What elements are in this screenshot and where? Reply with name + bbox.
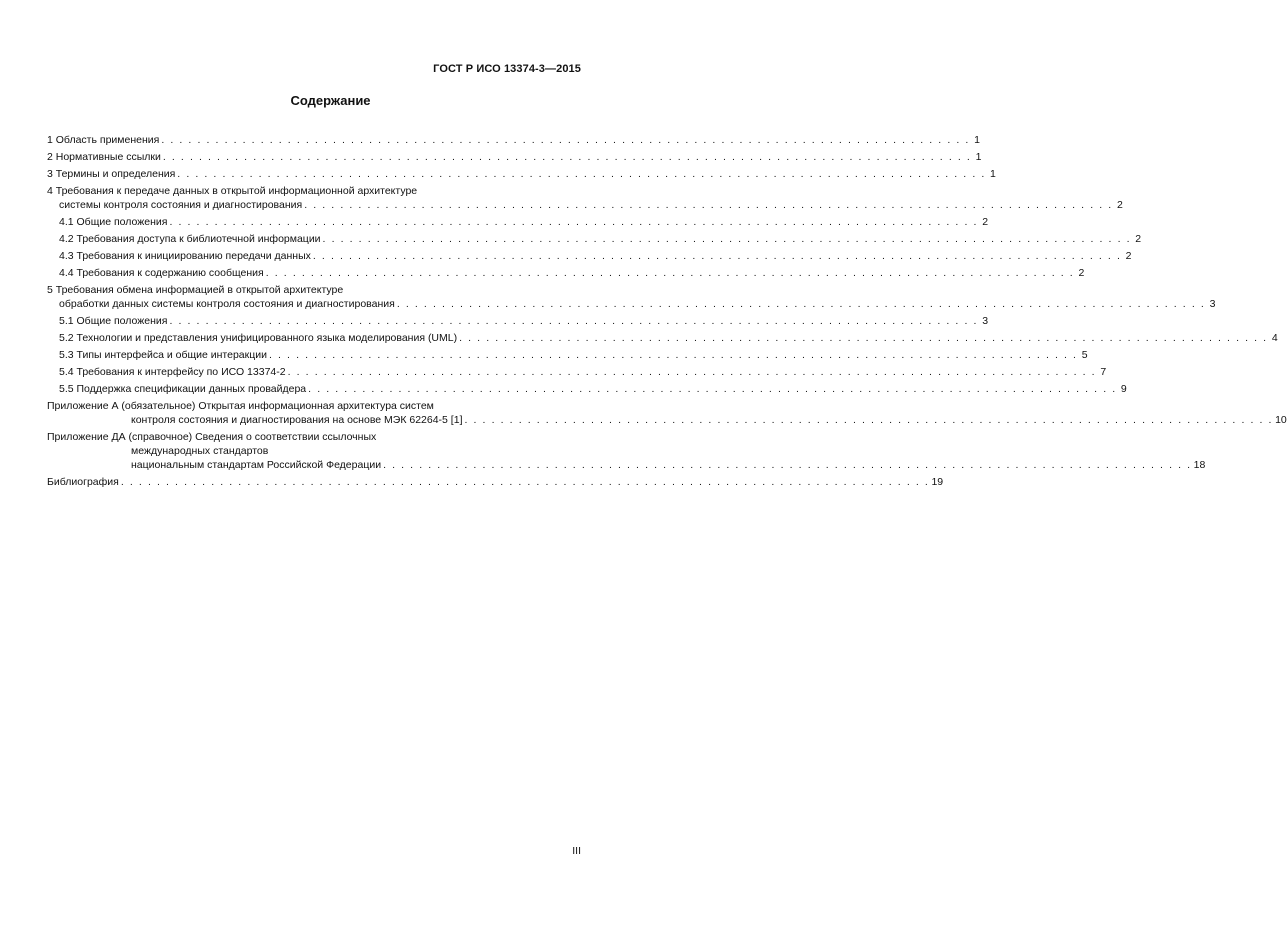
toc-entry[interactable]: [47, 331, 1278, 345]
toc-entry[interactable]: [47, 348, 1088, 362]
toc-entry-page: 2: [1078, 267, 1085, 279]
toc-entry-label: 5.2 Технологии и представления унифицированного языка моделирования (UML): [59, 332, 458, 344]
toc-leader-dots: . . . . . . . . . . . . . . . . . . . . . . . . . . . . . . . . . . . . . . . . . . . . . . . . . . . . . . . . . . . . . . . . . . . . . . . . . . . . . . . . . . . . . . . . . .: [322, 233, 1132, 245]
toc-entry-label: 5.3 Типы интерфейса и общие интеракции: [59, 349, 267, 361]
toc-entry[interactable]: [47, 184, 1123, 212]
toc-leader-dots: . . . . . . . . . . . . . . . . . . . . . . . . . . . . . . . . . . . . . . . . . . . . . . . . . . . . . . . . . . . . . . . . . . . . . . . . . . . . . . . . . . . . . . . . . .: [120, 476, 930, 488]
toc-entry-label: 1 Область применения: [47, 134, 160, 146]
toc-entry-label: 5.1 Общие положения: [59, 315, 168, 327]
toc-entry[interactable]: [47, 266, 1085, 280]
toc-entry-label: 4.4 Требования к содержанию сообщения: [59, 267, 264, 279]
toc-entry-page: 5: [1081, 349, 1088, 361]
toc-leader-dots: . . . . . . . . . . . . . . . . . . . . . . . . . . . . . . . . . . . . . . . . . . . . . . . . . . . . . . . . . . . . . . . . . . . . . . . . . . . . . . . . . . . . . . . . . .: [265, 267, 1075, 279]
header-document-code: ГОСТ Р ИСО 13374-3—2015: [433, 63, 581, 75]
toc-entry-page: 19: [931, 476, 944, 488]
toc-leader-dots: . . . . . . . . . . . . . . . . . . . . . . . . . . . . . . . . . . . . . . . . . . . . . . . . . . . . . . . . . . . . . . . . . . . . . . . . . . . . . . . . . . . . . . . . . .: [161, 134, 970, 146]
toc-entry-label: 4.1 Общие положения: [59, 216, 168, 228]
toc-entry-label: Библиография: [47, 476, 119, 488]
toc-entry-page: 4: [1271, 332, 1278, 344]
toc-entry-page: 10: [1275, 414, 1287, 426]
toc-entry-label: национальным стандартам Российской Федерации: [131, 459, 382, 471]
toc-entry[interactable]: [47, 215, 989, 229]
toc-entry-label: 2 Нормативные ссылки: [47, 151, 161, 163]
toc-entry[interactable]: [47, 475, 944, 489]
toc-entry-label-line: международных стандартов: [131, 445, 269, 457]
toc-entry-page: 2: [1135, 233, 1142, 245]
toc-entry-label-line: 5 Требования обмена информацией в открытой архитектуре: [47, 284, 344, 296]
toc-leader-dots: . . . . . . . . . . . . . . . . . . . . . . . . . . . . . . . . . . . . . . . . . . . . . . . . . . . . . . . . . . . . . . . . . . . . . . . . . . . . . . . . . . . . . . . . . .: [312, 250, 1122, 262]
toc-entry[interactable]: [47, 232, 1142, 246]
toc-entry-label: системы контроля состояния и диагностирования: [59, 199, 303, 211]
toc-leader-dots: . . . . . . . . . . . . . . . . . . . . . . . . . . . . . . . . . . . . . . . . . . . . . . . . . . . . . . . . . . . . . . . . . . . . . . . . . . . . . . . . . . . . . . . . . .: [177, 168, 986, 180]
toc-entry-page: 7: [1100, 366, 1107, 378]
toc-entry-page: 2: [1125, 250, 1132, 262]
toc-leader-dots: . . . . . . . . . . . . . . . . . . . . . . . . . . . . . . . . . . . . . . . . . . . . . . . . . . . . . . . . . . . . . . . . . . . . . . . . . . . . . . . . . . . . . . . . . .: [383, 459, 1192, 471]
toc-entry[interactable]: [47, 150, 982, 164]
page-title: Содержание: [290, 93, 371, 108]
toc-entry[interactable]: [47, 382, 1127, 396]
toc-entry-label: 4.3 Требования к инициированию передачи данных: [59, 250, 311, 262]
toc-entry-page: 9: [1120, 383, 1127, 395]
toc-entry[interactable]: [47, 314, 989, 328]
toc-entry-label-line: 4 Требования к передаче данных в открытой информационной архитектуре: [47, 185, 418, 197]
toc-entry-label: обработки данных системы контроля состояния и диагностирования: [59, 298, 395, 310]
toc-leader-dots: . . . . . . . . . . . . . . . . . . . . . . . . . . . . . . . . . . . . . . . . . . . . . . . . . . . . . . . . . . . . . . . . . . . . . . . . . . . . . . . . . . . . . . . . . .: [464, 414, 1274, 426]
toc-entry[interactable]: [47, 365, 1107, 379]
toc-leader-dots: . . . . . . . . . . . . . . . . . . . . . . . . . . . . . . . . . . . . . . . . . . . . . . . . . . . . . . . . . . . . . . . . . . . . . . . . . . . . . . . . . . . . . . . . . .: [459, 332, 1268, 344]
toc-leader-dots: . . . . . . . . . . . . . . . . . . . . . . . . . . . . . . . . . . . . . . . . . . . . . . . . . . . . . . . . . . . . . . . . . . . . . . . . . . . . . . . . . . . . . . . . . .: [287, 366, 1097, 378]
toc-entry-page: 18: [1193, 459, 1206, 471]
toc-leader-dots: . . . . . . . . . . . . . . . . . . . . . . . . . . . . . . . . . . . . . . . . . . . . . . . . . . . . . . . . . . . . . . . . . . . . . . . . . . . . . . . . . . . . . . . . . .: [308, 383, 1117, 395]
toc-entry-page: 2: [1116, 199, 1123, 211]
toc-leader-dots: . . . . . . . . . . . . . . . . . . . . . . . . . . . . . . . . . . . . . . . . . . . . . . . . . . . . . . . . . . . . . . . . . . . . . . . . . . . . . . . . . . . . . . . . . .: [304, 199, 1113, 211]
toc-entry[interactable]: [47, 249, 1132, 263]
toc-entry-appendix[interactable]: [47, 399, 1287, 427]
toc-entry-page: 3: [1209, 298, 1216, 310]
toc-entry-label-line: Приложение ДА (справочное) Сведения о соответствии ссылочных: [47, 431, 377, 443]
toc-entry-page: 3: [982, 315, 989, 327]
toc-entry[interactable]: [47, 283, 1216, 311]
toc-entry-page: 1: [975, 151, 982, 163]
toc-entry-appendix[interactable]: [47, 430, 1206, 472]
toc-leader-dots: . . . . . . . . . . . . . . . . . . . . . . . . . . . . . . . . . . . . . . . . . . . . . . . . . . . . . . . . . . . . . . . . . . . . . . . . . . . . . . . . . . . . . . . . . .: [268, 349, 1078, 361]
page-number: III: [572, 845, 581, 857]
toc-entry-label-line: Приложение А (обязательное) Открытая информационная архитектура систем: [47, 400, 434, 412]
toc-leader-dots: . . . . . . . . . . . . . . . . . . . . . . . . . . . . . . . . . . . . . . . . . . . . . . . . . . . . . . . . . . . . . . . . . . . . . . . . . . . . . . . . . . . . . . . . . .: [396, 298, 1206, 310]
toc-entry-label: контроля состояния и диагностирования на основе МЭК 62264-5 [1]: [131, 414, 463, 426]
toc-leader-dots: . . . . . . . . . . . . . . . . . . . . . . . . . . . . . . . . . . . . . . . . . . . . . . . . . . . . . . . . . . . . . . . . . . . . . . . . . . . . . . . . . . . . . . . . . .: [169, 216, 979, 228]
toc-entry-label: 5.4 Требования к интерфейсу по ИСО 13374-2: [59, 366, 286, 378]
table-of-contents: [47, 133, 1287, 492]
toc-leader-dots: . . . . . . . . . . . . . . . . . . . . . . . . . . . . . . . . . . . . . . . . . . . . . . . . . . . . . . . . . . . . . . . . . . . . . . . . . . . . . . . . . . . . . . . . . .: [169, 315, 979, 327]
toc-entry-label: 5.5 Поддержка спецификации данных провайдера: [59, 383, 307, 395]
toc-entry-page: 1: [974, 134, 980, 146]
toc-entry-page: 1: [990, 168, 996, 180]
toc-leader-dots: . . . . . . . . . . . . . . . . . . . . . . . . . . . . . . . . . . . . . . . . . . . . . . . . . . . . . . . . . . . . . . . . . . . . . . . . . . . . . . . . . . . . . . . . . .: [162, 151, 972, 163]
toc-entry-page: 2: [982, 216, 989, 228]
toc-entry[interactable]: [47, 167, 996, 181]
toc-entry-label: 4.2 Требования доступа к библиотечной информации: [59, 233, 321, 245]
toc-entry[interactable]: [47, 133, 980, 147]
toc-entry-label: 3 Термины и определения: [47, 168, 176, 180]
